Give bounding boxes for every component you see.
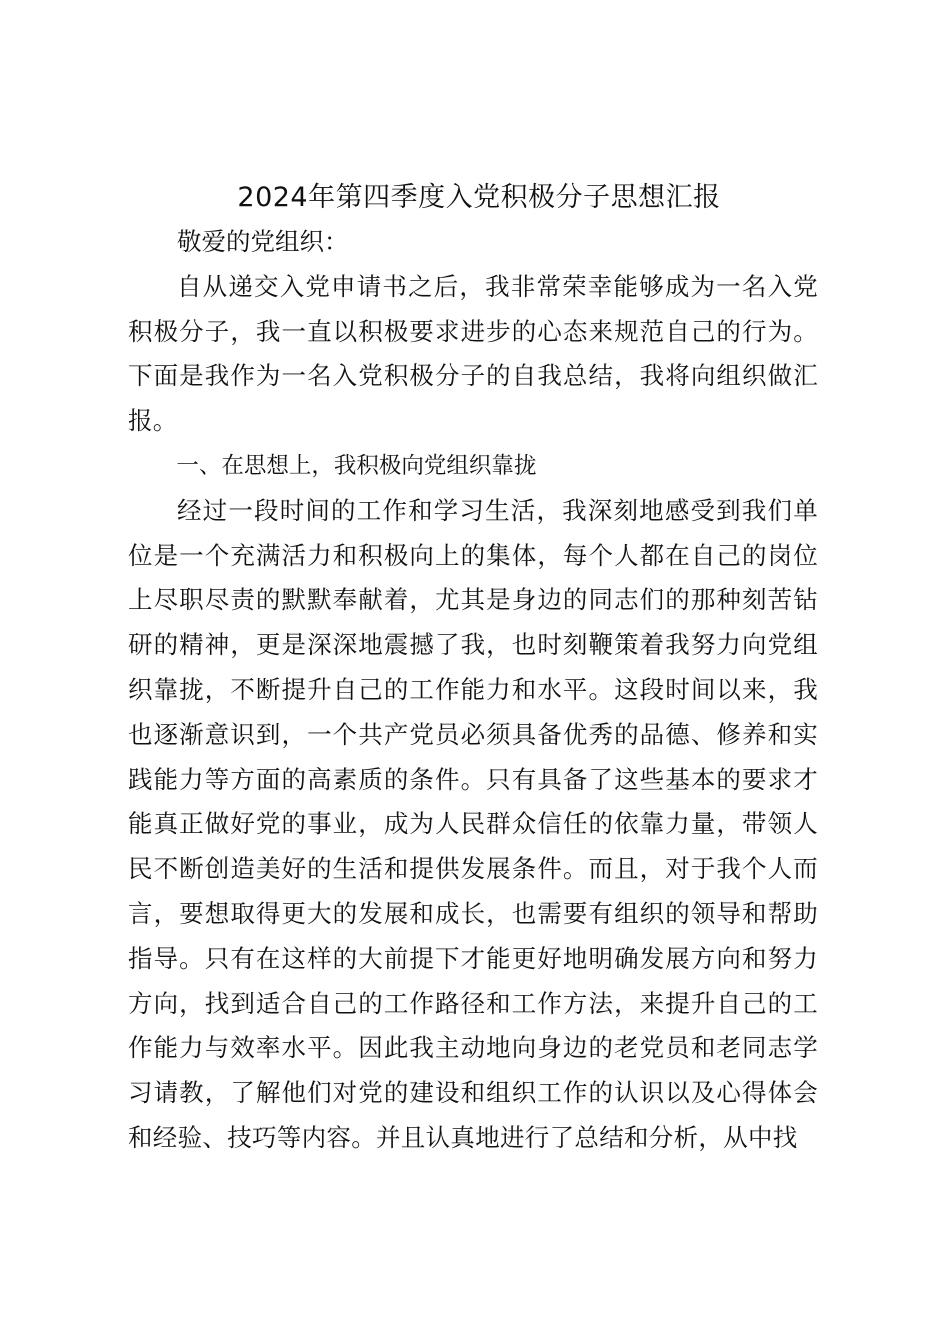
document-title: 2024年第四季度入党积极分子思想汇报 (237, 182, 721, 213)
intro-paragraph: 自从递交入党申请书之后，我非常荣幸能够成为一名入党积极分子，我一直以积极要求进步的心态来规范自己的行为。下面是我作为一名入党积极分子的自我总结，我将向组织做汇报。 (128, 271, 818, 436)
salutation: 敬爱的党组织： (177, 227, 349, 256)
section-heading-1: 一、在思想上，我积极向党组织靠拢 (176, 452, 537, 479)
document-body (128, 176, 818, 1161)
section-body-1: 经过一段时间的工作和学习生活，我深刻地感受到我们单位是一个充满活力和积极向上的集体，每个人都在自己的岗位上尽职尽责的默默奉献着，尤其是身边的同志们的那种刻苦钻研的精神，更是深深地震撼了我，也时刻鞭策着我努力向党组织靠拢，不断提升自己的工作能力和水平。这段时间以来，我也逐渐意识到，一个共产党员必须具备优秀的品德、修养和实践能力等方面的高素质的条件。只有具备了这些基本的要求才能真正做好党的事业，成为人民群众信任的依靠力量，带领人民不断创造美好的生活和提供发展条件。而且，对于我个人而言，要想取得更大的发展和成长，也需要有组织的领导和帮助指导。只有在这样的大前提下才能更好地明确发展方向和努力方向，找到适合自己的工作路径和工作方法，来提升自己的工作能力与效率水平。因此我主动地向身边的老党员和老同志学习请教，了解他们对党的建设和组织工作的认识以及心得体会和经验、技巧等内容。并且认真地进行了总结和分析，从中找 (128, 495, 818, 1152)
